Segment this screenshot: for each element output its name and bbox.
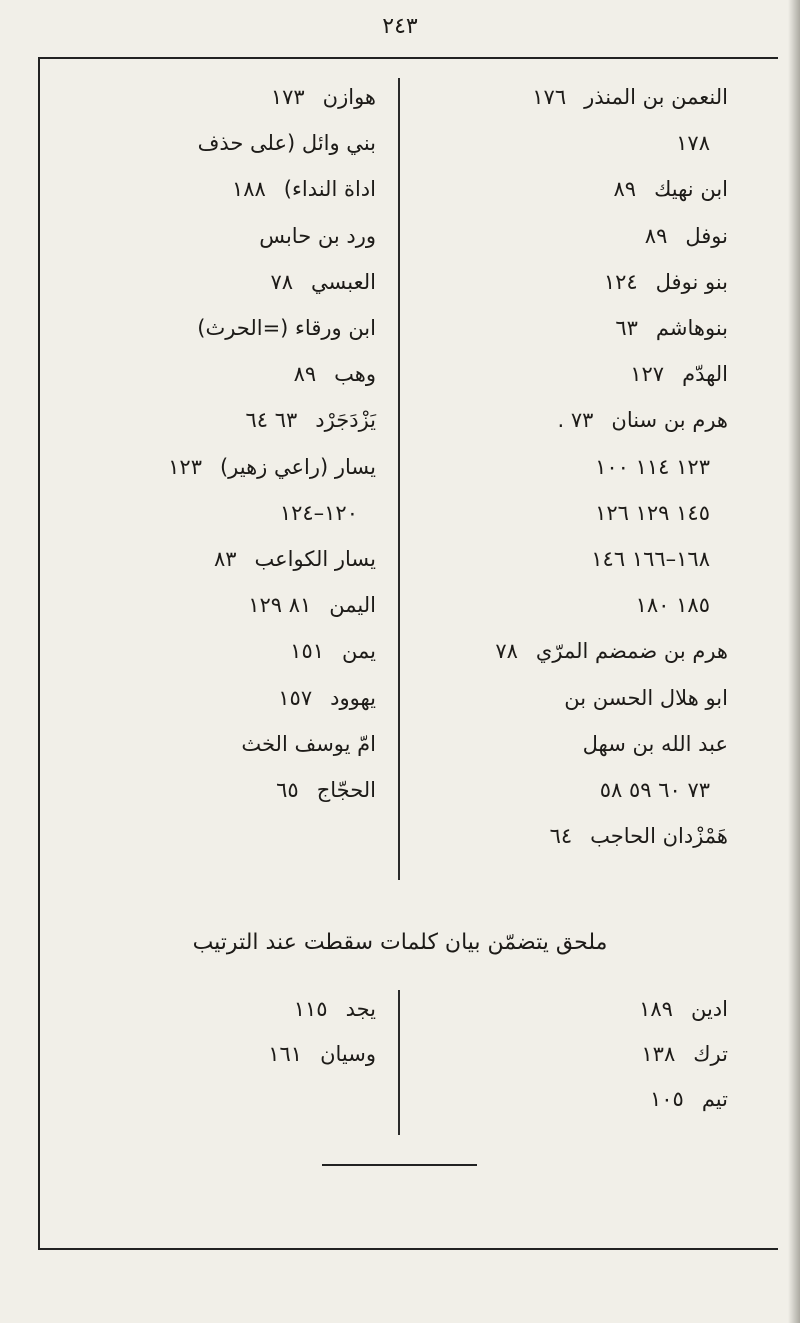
entry-page-numbers: ٦٣ bbox=[615, 316, 638, 340]
index-entry bbox=[56, 311, 376, 345]
index-entry bbox=[56, 126, 376, 160]
entry-name: يهوود bbox=[330, 685, 376, 710]
index-entry bbox=[408, 172, 728, 206]
index-entry bbox=[408, 542, 728, 576]
entry-name: يمن bbox=[342, 639, 376, 664]
column-divider bbox=[398, 78, 400, 880]
index-entry bbox=[56, 681, 376, 715]
index-entry bbox=[56, 403, 376, 437]
index-entry bbox=[408, 992, 728, 1026]
index-entry bbox=[408, 727, 728, 761]
index-entry bbox=[56, 1037, 376, 1071]
entry-name: العبسي bbox=[311, 269, 376, 294]
frame-bottom-rule bbox=[38, 1248, 778, 1250]
entry-page-numbers: ١٧٣ bbox=[270, 85, 305, 109]
index-entry bbox=[408, 403, 728, 437]
index-entry bbox=[56, 634, 376, 668]
index-entry bbox=[408, 496, 728, 530]
page-number: ٢٤٣ bbox=[382, 14, 418, 39]
entry-name: يَزْدَجَرْد bbox=[315, 408, 376, 433]
index-entry bbox=[408, 219, 728, 253]
entry-page-numbers: ٨٩ bbox=[613, 177, 637, 202]
appendix-heading: ملحق يتضمّن بيان كلمات سقطت عند الترتيب bbox=[192, 930, 608, 955]
entry-name: اليمن bbox=[329, 593, 376, 618]
index-entry bbox=[56, 80, 376, 114]
entry-page-numbers: ٧٨ bbox=[270, 269, 294, 294]
entry-name: اداة النداء) bbox=[283, 177, 376, 202]
frame-top-rule bbox=[38, 57, 778, 59]
entry-page-numbers: ٦٤ bbox=[549, 824, 573, 849]
entry-name: عبد الله بن سهل bbox=[582, 731, 728, 756]
entry-name: ابن ورقاء (=الحرث) bbox=[197, 316, 376, 340]
index-entry bbox=[408, 357, 728, 391]
entry-page-numbers: ١٤٥ ١٢٩ ١٢٦ bbox=[595, 500, 710, 525]
index-entry bbox=[56, 727, 376, 761]
frame-left-rule bbox=[38, 57, 40, 1250]
entry-name: النعمن بن المنذر bbox=[584, 85, 728, 109]
index-entry bbox=[408, 773, 728, 807]
entry-name: هَمْزْدان الحاجب bbox=[590, 824, 728, 849]
entry-page-numbers: ١٨٩ bbox=[639, 997, 673, 1021]
entry-page-numbers: ١٥١ bbox=[290, 639, 325, 664]
entry-page-numbers: ١٨٥ ١٨٠ bbox=[635, 593, 710, 618]
entry-page-numbers: ١٢٣ bbox=[168, 454, 202, 479]
appendix-column-divider bbox=[398, 990, 400, 1135]
entry-name: وهب bbox=[334, 362, 376, 387]
index-entry bbox=[408, 1082, 728, 1116]
entry-page-numbers: ٦٣ ٦٤ bbox=[245, 408, 298, 433]
entry-page-numbers: ١٢٧ bbox=[630, 362, 665, 387]
entry-page-numbers: ١٢٣ ١١٤ ١٠٠ bbox=[595, 454, 710, 479]
entry-name: وسيان bbox=[320, 1042, 376, 1066]
index-entry bbox=[408, 450, 728, 484]
entry-name: تيم bbox=[701, 1087, 728, 1111]
index-entry bbox=[408, 819, 728, 853]
entry-name: ابن نهيك bbox=[654, 177, 728, 202]
entry-page-numbers: ١١٥ bbox=[293, 997, 328, 1021]
entry-page-numbers: ١٥٧ bbox=[278, 685, 313, 710]
entry-page-numbers: . ٧٣ bbox=[557, 408, 594, 433]
entry-name: هرم بن سنان bbox=[611, 408, 728, 433]
index-entry bbox=[408, 681, 728, 715]
entry-name: نوفل bbox=[685, 223, 728, 248]
index-entry bbox=[56, 773, 376, 807]
entry-name: امّ يوسف الخث bbox=[241, 731, 376, 756]
entry-page-numbers: ٨١ ١٢٩ bbox=[248, 593, 312, 618]
entry-name: يجد bbox=[345, 997, 376, 1021]
index-entry bbox=[408, 126, 728, 160]
index-entry bbox=[56, 496, 376, 530]
entry-page-numbers: ١٧٦ bbox=[532, 85, 567, 109]
index-entry bbox=[56, 172, 376, 206]
entry-page-numbers: ١٢٤ bbox=[603, 269, 638, 294]
entry-name: بنوهاشم bbox=[655, 316, 728, 340]
entry-name: ادين bbox=[690, 997, 728, 1021]
entry-name: هوازن bbox=[322, 85, 376, 109]
entry-page-numbers: ١٦١ bbox=[268, 1042, 303, 1066]
index-entry bbox=[408, 265, 728, 299]
entry-page-numbers: ١٨٨ bbox=[231, 177, 266, 202]
entry-page-numbers: ٧٣ ٦٠ ٥٩ ٥٨ bbox=[599, 778, 710, 802]
end-rule bbox=[322, 1164, 477, 1166]
entry-page-numbers: ١٢٠–١٢٤ bbox=[279, 500, 358, 525]
entry-page-numbers: ٨٣ bbox=[213, 547, 237, 571]
entry-name: ورد بن حابس bbox=[259, 223, 376, 248]
index-entry bbox=[56, 219, 376, 253]
entry-name: هرم بن ضمضم المرّي bbox=[535, 639, 728, 664]
entry-name: الهدّم bbox=[682, 362, 728, 387]
entry-name: بنو نوفل bbox=[655, 269, 728, 294]
entry-name: بني وائل (على حذف bbox=[197, 131, 376, 156]
entry-page-numbers: ١٧٨ bbox=[676, 131, 710, 156]
index-entry bbox=[56, 588, 376, 622]
index-entry bbox=[408, 1037, 728, 1071]
entry-page-numbers: ١٦٨–١٦٦ ١٤٦ bbox=[591, 547, 710, 571]
index-entry bbox=[408, 634, 728, 668]
entry-name: ابو هلال الحسن بن bbox=[564, 685, 728, 710]
index-entry bbox=[408, 80, 728, 114]
entry-page-numbers: ٨٩ bbox=[644, 223, 668, 248]
entry-name: يسار (راعي زهير) bbox=[219, 454, 376, 479]
entry-page-numbers: ٧٨ bbox=[495, 639, 518, 664]
entry-page-numbers: ٦٥ bbox=[276, 778, 299, 802]
index-entry bbox=[56, 357, 376, 391]
page-edge-shadow bbox=[788, 0, 800, 1323]
entry-page-numbers: ١٠٥ bbox=[649, 1087, 684, 1111]
index-entry bbox=[56, 450, 376, 484]
index-entry bbox=[408, 588, 728, 622]
index-entry bbox=[56, 542, 376, 576]
index-entry bbox=[56, 265, 376, 299]
entry-page-numbers: ١٣٨ bbox=[641, 1042, 676, 1066]
index-entry bbox=[56, 992, 376, 1026]
entry-name: يسار الكواعب bbox=[254, 547, 376, 571]
entry-name: ترك bbox=[693, 1042, 728, 1066]
entry-page-numbers: ٨٩ bbox=[293, 362, 317, 387]
index-entry bbox=[408, 311, 728, 345]
entry-name: الحجّاج bbox=[316, 778, 376, 802]
